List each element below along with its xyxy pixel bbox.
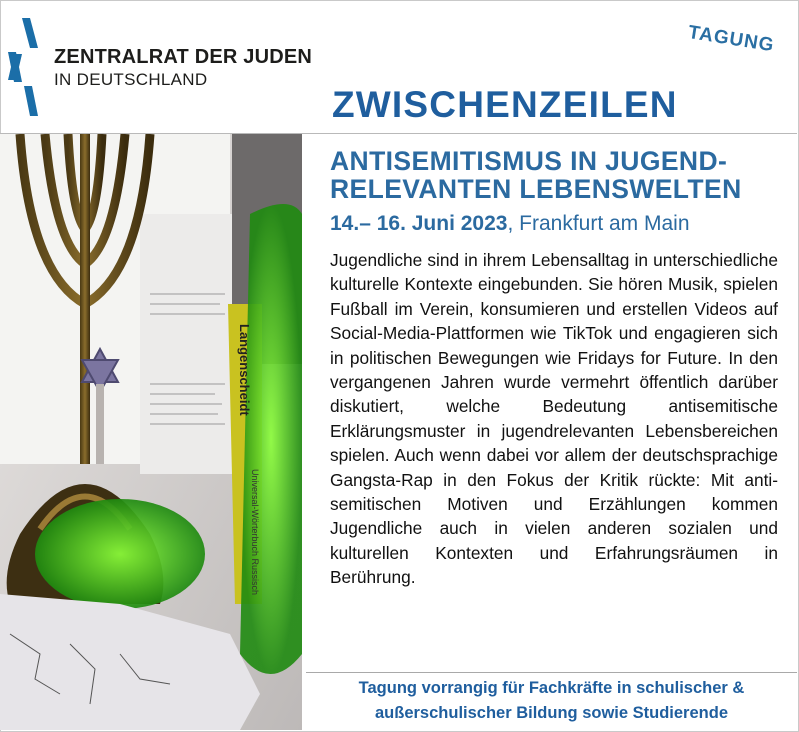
event-type-label: TAGUNG [686,22,776,57]
event-photo [0,134,302,730]
event-date-location [330,212,690,236]
event-title [330,147,742,203]
book-spine-label: Langenscheidt [237,324,252,416]
event-date: 14.– 16. Juni 2023 [330,212,508,235]
target-audience-note [306,676,797,726]
zentralrat-logo-icon [8,18,44,116]
book-subtitle-label: Universal-Wörterbuch Russisch [250,469,260,596]
org-name-line2: IN DEUTSCHLAND [54,70,208,89]
org-name [54,46,312,90]
event-location: , Frankfurt am Main [507,212,690,235]
event-title-line2: RELEVANTEN LEBENSWELTEN [330,174,742,204]
series-title: ZWISCHENZEILEN [332,84,678,125]
footer-divider [306,672,797,673]
target-audience-line1: Tagung vorrangig für Fachkräfte in schulischer & [358,679,745,697]
target-audience-line2: außerschulischer Bildung sowie Studierende [375,704,728,722]
event-title-line1: ANTISEMITISMUS IN JUGEND- [330,146,728,176]
event-description: Jugendliche sind in ihrem Lebensalltag in unterschiedliche kulturelle Kontexte eingebunden. Sie hören Musik, spielen Fußball im Verein, konsumieren und erstellen Videos auf Social-Media-Plattformen wie TikTok und engagieren sich in politischen Bewegungen wie Fridays for Future. In den vergangenen Jahren wurde vermehrt öffentlich darüber diskutiert, welche Bedeutung antisemitische Erklärungsmuster in jugendrelevanten Lebensbereichen spielen. Auch wenn dabei vor allem der deutschsprachige Gangsta-Rap in den Fokus der Kritik rückte: Mit antisemitischen Motiven und Erzählungen kommen Jugendliche auch in vielen anderen sozialen und kulturellen Kontexten und Erfahrungsräumen in Berührung. [330,250,778,588]
org-name-line1: ZENTRALRAT DER JUDEN [54,46,313,68]
